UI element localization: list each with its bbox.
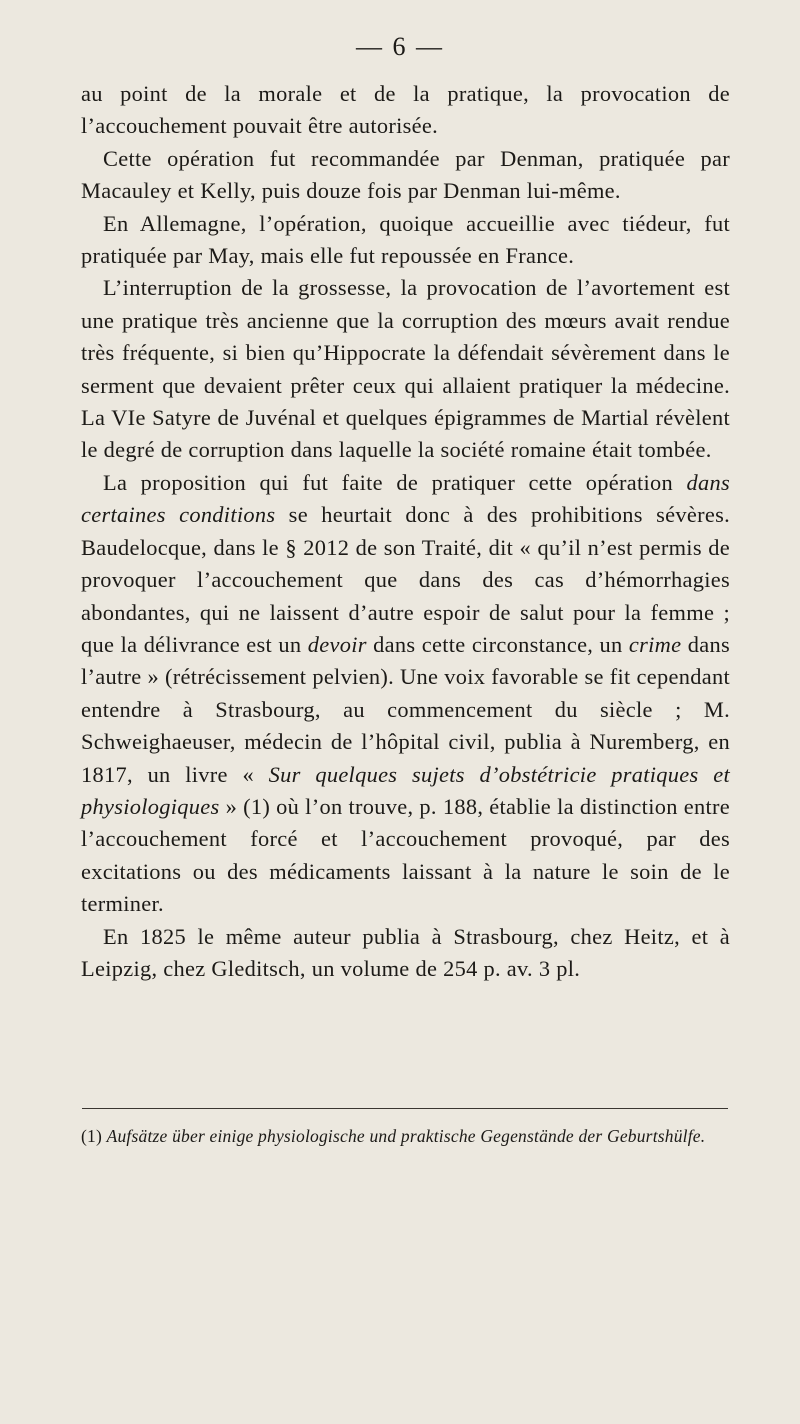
text-segment: au point de la morale et de la pratique, la provocation de l’accouchement pouvait être autorisée. bbox=[81, 81, 730, 139]
text-segment: La proposition qui fut faite de pratiquer cette opération bbox=[103, 469, 687, 495]
paragraph bbox=[81, 272, 730, 466]
italic-text: devoir bbox=[307, 631, 367, 657]
italic-text: dans certaines conditions bbox=[81, 469, 730, 528]
paragraph bbox=[81, 78, 730, 143]
page-number: — 6 — bbox=[356, 32, 444, 61]
italic-text: Sur quelques sujets d’obstétricie pratiques et physiologiques bbox=[81, 761, 730, 819]
paragraph bbox=[81, 208, 730, 273]
footnote-separator bbox=[82, 1108, 728, 1109]
footnote-text: Aufsätze über einige physiologische und praktische Gegenstände der Geburtshülfe. bbox=[106, 1126, 706, 1146]
text-segment: dans cette circonstance, un bbox=[366, 631, 629, 657]
paragraph bbox=[81, 921, 730, 986]
text-segment: En 1825 le même auteur publia à Strasbourg, chez Heitz, et à Leipzig, chez Gleditsch, un volume de 254 p. av. 3 pl. bbox=[81, 923, 730, 981]
text-segment: » (1) où l’on trouve, p. 188, établie la distinction entre l’accouchement forcé et l’accouchement provoqué, par des excitations ou des médicaments laissant à la nature le soin de le terminer. bbox=[81, 793, 730, 917]
text-segment: se heurtait donc à des prohibitions sévères. Baudelocque, dans le § 2012 de son Traité, dit « qu’il n’est permis de provoquer l’accouchement que dans des cas d’hémorrhagies abondantes, qui ne laissent d’autre espoir de salut pour la femme ; que la délivrance est un bbox=[81, 502, 730, 657]
paragraph bbox=[81, 143, 730, 208]
body-text bbox=[81, 78, 730, 985]
text-segment: dans l’autre » (rétrécissement pelvien). Une voix favorable se fit cependant entendre à Strasbourg, au commencement du siècle ; M. Schweighaeuser, médecin de l’hôpital civil, publia à Nuremberg, en 1817, un livre « bbox=[81, 631, 730, 787]
footnote-marker: (1) bbox=[81, 1126, 107, 1146]
footnote bbox=[81, 1124, 730, 1148]
text-segment: En Allemagne, l’opération, quoique accueillie avec tiédeur, fut pratiquée par May, mais elle fut repoussée en France. bbox=[81, 210, 730, 269]
text-segment: Cette opération fut recommandée par Denman, pratiquée par Macauley et Kelly, puis douze fois par Denman lui-même. bbox=[81, 145, 730, 204]
paragraph bbox=[81, 467, 730, 921]
italic-text: crime bbox=[628, 631, 682, 657]
text-segment: L’interruption de la grossesse, la provocation de l’avortement est une pratique très ancienne que la corruption des mœurs avait rendue très fréquente, si bien qu’Hippocrate la défendait sévèrement dans le serment que devaient prêter ceux qui allaient pratiquer la médecine. La VIe Satyre de Juvénal et quelques épigrammes de Martial révèlent le degré de corruption dans laquelle la société romaine était tombée. bbox=[81, 275, 730, 463]
